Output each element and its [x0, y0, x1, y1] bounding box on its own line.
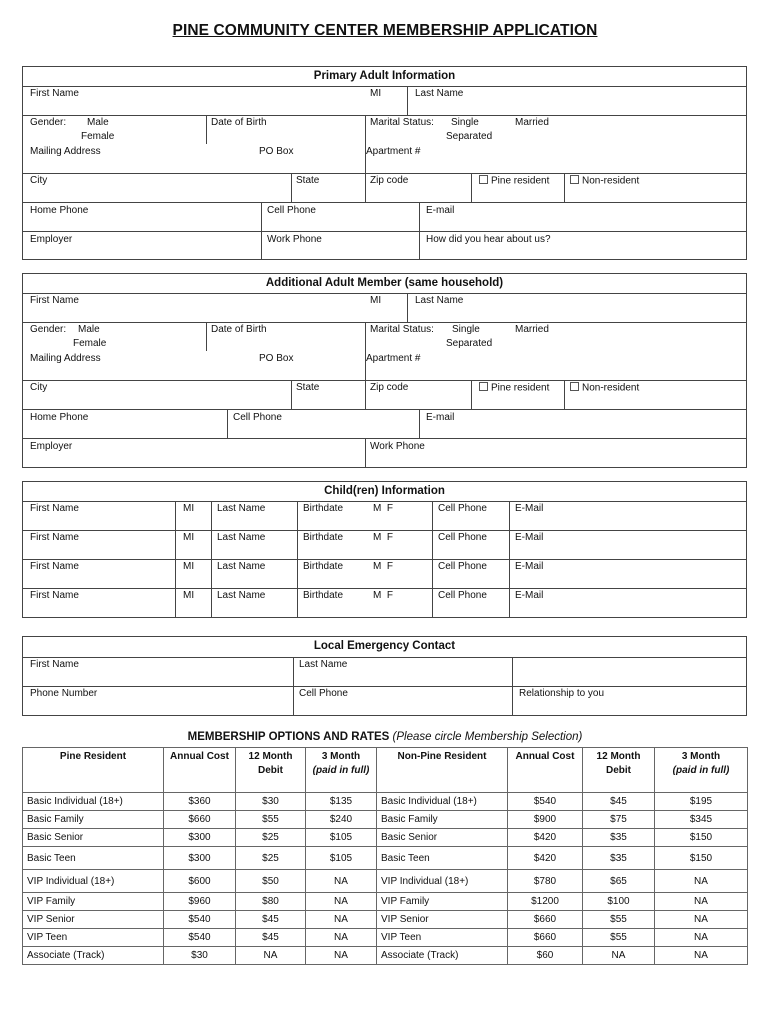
city-field[interactable]: City: [30, 175, 48, 186]
nonpine-plan-cell[interactable]: VIP Family: [377, 893, 508, 911]
child-birthdate-field[interactable]: Birthdate: [303, 503, 344, 514]
child-first-name-field[interactable]: First Name: [30, 532, 79, 543]
pine-3-month-cell[interactable]: NA: [306, 893, 377, 911]
emergency-phone-field[interactable]: Phone Number: [30, 688, 98, 699]
pine-plan-cell[interactable]: Basic Family: [23, 811, 164, 829]
nonpine-plan-cell[interactable]: Basic Family: [377, 811, 508, 829]
marital-married-option[interactable]: Married: [515, 117, 549, 128]
child-cell-phone-field[interactable]: Cell Phone: [438, 532, 487, 543]
nonpine-12-month-cell[interactable]: $100: [583, 893, 655, 911]
rate-row[interactable]: [23, 811, 748, 829]
pine-3-month-cell[interactable]: $135: [306, 793, 377, 811]
gender-label: Gender:: [30, 117, 67, 128]
nonpine-plan-cell[interactable]: Basic Senior: [377, 829, 508, 847]
emergency-last-name-field[interactable]: Last Name: [299, 659, 348, 670]
nonpine-annual-cell[interactable]: $540: [508, 793, 583, 811]
child-email-field[interactable]: E-Mail: [515, 532, 544, 543]
emergency-heading: Local Emergency Contact: [313, 640, 456, 652]
last-name-field[interactable]: Last Name: [415, 88, 464, 99]
child-gender-field[interactable]: M F: [373, 590, 393, 601]
non-resident-checkbox[interactable]: Non-resident: [570, 175, 639, 187]
nonpine-12-month-cell[interactable]: $35: [583, 829, 655, 847]
zip-code-field[interactable]: Zip code: [370, 175, 409, 186]
nonpine-annual-cell[interactable]: $420: [508, 829, 583, 847]
rates-header-row: [23, 748, 748, 793]
child-last-name-field[interactable]: Last Name: [217, 532, 266, 543]
header-pine-resident: Pine Resident: [23, 748, 164, 793]
marital-status-label: Marital Status:: [370, 324, 434, 335]
gender-female-option[interactable]: Female: [81, 131, 115, 142]
pine-12-month-cell[interactable]: $45: [236, 911, 306, 929]
nonpine-plan-cell[interactable]: VIP Teen: [377, 929, 508, 947]
gender-male-option[interactable]: Male: [78, 324, 100, 335]
work-phone-field[interactable]: Work Phone: [370, 441, 425, 452]
pine-annual-cell[interactable]: $660: [164, 811, 236, 829]
child-row: [23, 561, 746, 577]
mi-field[interactable]: MI: [370, 295, 382, 306]
membership-rates-table: [22, 747, 748, 965]
additional-adult-section: [22, 273, 747, 468]
gender-female-option[interactable]: Female: [73, 338, 107, 349]
child-birthdate-field[interactable]: Birthdate: [303, 590, 344, 601]
pine-annual-cell[interactable]: $600: [164, 870, 236, 893]
child-cell-phone-field[interactable]: Cell Phone: [438, 561, 487, 572]
nonpine-annual-cell[interactable]: $1200: [508, 893, 583, 911]
child-row: [23, 503, 746, 519]
child-last-name-field[interactable]: Last Name: [217, 503, 266, 514]
city-field[interactable]: City: [30, 382, 48, 393]
child-cell-phone-field[interactable]: Cell Phone: [438, 590, 487, 601]
pine-plan-cell[interactable]: Basic Individual (18+): [23, 793, 164, 811]
nonpine-3-month-cell[interactable]: NA: [655, 929, 748, 947]
pine-plan-cell[interactable]: Associate (Track): [23, 947, 164, 965]
pine-3-month-cell[interactable]: NA: [306, 911, 377, 929]
additional-heading: Additional Adult Member (same household): [265, 277, 504, 289]
emergency-relationship-field[interactable]: Relationship to you: [519, 688, 605, 699]
checkbox-icon: [570, 175, 579, 184]
employer-field[interactable]: Employer: [30, 441, 73, 452]
page-title: PINE COMMUNITY CENTER MEMBERSHIP APPLICATION: [172, 22, 598, 39]
rate-row[interactable]: [23, 929, 748, 947]
home-phone-field[interactable]: Home Phone: [30, 205, 89, 216]
nonpine-3-month-cell[interactable]: $345: [655, 811, 748, 829]
email-field[interactable]: E-mail: [426, 412, 455, 423]
rate-row[interactable]: [23, 870, 748, 893]
child-mi-field[interactable]: MI: [183, 503, 195, 514]
nonpine-plan-cell[interactable]: Basic Teen: [377, 847, 508, 870]
nonpine-3-month-cell[interactable]: $150: [655, 829, 748, 847]
header-12-month: 12 Month Debit: [236, 748, 306, 793]
gender-male-option[interactable]: Male: [87, 117, 109, 128]
marital-separated-option[interactable]: Separated: [446, 338, 493, 349]
apartment-field[interactable]: Apartment #: [366, 353, 421, 364]
nonpine-12-month-cell[interactable]: $35: [583, 847, 655, 870]
child-email-field[interactable]: E-Mail: [515, 590, 544, 601]
nonpine-3-month-cell[interactable]: $150: [655, 847, 748, 870]
nonpine-plan-cell[interactable]: Associate (Track): [377, 947, 508, 965]
pine-plan-cell[interactable]: VIP Teen: [23, 929, 164, 947]
nonpine-12-month-cell[interactable]: NA: [583, 947, 655, 965]
child-row: [23, 532, 746, 548]
mailing-address-field[interactable]: Mailing Address: [30, 146, 101, 157]
pine-12-month-cell[interactable]: $25: [236, 847, 306, 870]
first-name-field[interactable]: First Name: [30, 88, 79, 99]
nonpine-annual-cell[interactable]: $420: [508, 847, 583, 870]
header-3-month-nonpine: 3 Month (paid in full): [655, 748, 748, 793]
last-name-field[interactable]: Last Name: [415, 295, 464, 306]
apartment-field[interactable]: Apartment #: [366, 146, 421, 157]
pine-plan-cell[interactable]: Basic Teen: [23, 847, 164, 870]
employer-field[interactable]: Employer: [30, 234, 73, 245]
child-first-name-field[interactable]: First Name: [30, 503, 79, 514]
pine-3-month-cell[interactable]: $240: [306, 811, 377, 829]
child-mi-field[interactable]: MI: [183, 590, 195, 601]
marital-single-option[interactable]: Single: [451, 117, 479, 128]
marital-married-option[interactable]: Married: [515, 324, 549, 335]
children-heading: Child(ren) Information: [324, 485, 445, 497]
nonpine-annual-cell[interactable]: $660: [508, 911, 583, 929]
pine-annual-cell[interactable]: $540: [164, 911, 236, 929]
po-box-field[interactable]: PO Box: [259, 353, 294, 364]
header-3-month: 3 Month (paid in full): [306, 748, 377, 793]
rate-row[interactable]: [23, 829, 748, 847]
pine-annual-cell[interactable]: $960: [164, 893, 236, 911]
primary-heading: Primary Adult Information: [313, 70, 456, 82]
pine-12-month-cell[interactable]: NA: [236, 947, 306, 965]
primary-adult-section: [22, 66, 747, 260]
header-12-month-nonpine: 12 Month Debit: [583, 748, 655, 793]
pine-annual-cell[interactable]: $540: [164, 929, 236, 947]
nonpine-12-month-cell[interactable]: $65: [583, 870, 655, 893]
checkbox-icon: [479, 382, 488, 391]
rate-row[interactable]: [23, 793, 748, 811]
pine-3-month-cell[interactable]: $105: [306, 847, 377, 870]
emergency-first-name-field[interactable]: First Name: [30, 659, 79, 670]
marital-separated-option[interactable]: Separated: [446, 131, 493, 142]
nonpine-12-month-cell[interactable]: $75: [583, 811, 655, 829]
nonpine-plan-cell[interactable]: Basic Individual (18+): [377, 793, 508, 811]
checkbox-icon: [570, 382, 579, 391]
pine-annual-cell[interactable]: $300: [164, 829, 236, 847]
emergency-contact-section: [22, 636, 747, 716]
header-annual-cost-nonpine: Annual Cost: [508, 748, 583, 793]
cell-phone-field[interactable]: Cell Phone: [267, 205, 316, 216]
how-did-you-hear-field[interactable]: How did you hear about us?: [426, 234, 551, 245]
nonpine-annual-cell[interactable]: $900: [508, 811, 583, 829]
pine-12-month-cell[interactable]: $50: [236, 870, 306, 893]
pine-3-month-cell[interactable]: NA: [306, 929, 377, 947]
state-field[interactable]: State: [296, 382, 320, 393]
child-row: [23, 590, 746, 606]
mailing-address-field[interactable]: Mailing Address: [30, 353, 101, 364]
nonpine-annual-cell[interactable]: $660: [508, 929, 583, 947]
child-last-name-field[interactable]: Last Name: [217, 590, 266, 601]
pine-annual-cell[interactable]: $30: [164, 947, 236, 965]
pine-plan-cell[interactable]: VIP Senior: [23, 911, 164, 929]
pine-plan-cell[interactable]: VIP Individual (18+): [23, 870, 164, 893]
marital-status-label: Marital Status:: [370, 117, 434, 128]
nonpine-annual-cell[interactable]: $60: [508, 947, 583, 965]
checkbox-icon: [479, 175, 488, 184]
email-field[interactable]: E-mail: [426, 205, 455, 216]
child-first-name-field[interactable]: First Name: [30, 561, 79, 572]
cell-phone-field[interactable]: Cell Phone: [233, 412, 282, 423]
membership-options-heading: MEMBERSHIP OPTIONS AND RATES (Please circle Membership Selection): [187, 731, 583, 743]
nonpine-3-month-cell[interactable]: NA: [655, 911, 748, 929]
pine-12-month-cell[interactable]: $30: [236, 793, 306, 811]
child-last-name-field[interactable]: Last Name: [217, 561, 266, 572]
non-resident-checkbox[interactable]: Non-resident: [570, 382, 639, 394]
child-gender-field[interactable]: M F: [373, 561, 393, 572]
header-annual-cost: Annual Cost: [164, 748, 236, 793]
date-of-birth-field[interactable]: Date of Birth: [211, 324, 267, 335]
child-gender-field[interactable]: M F: [373, 532, 393, 543]
home-phone-field[interactable]: Home Phone: [30, 412, 89, 423]
nonpine-12-month-cell[interactable]: $55: [583, 911, 655, 929]
pine-resident-checkbox[interactable]: Pine resident: [479, 382, 549, 394]
date-of-birth-field[interactable]: Date of Birth: [211, 117, 267, 128]
pine-annual-cell[interactable]: $300: [164, 847, 236, 870]
pine-resident-checkbox[interactable]: Pine resident: [479, 175, 549, 187]
nonpine-12-month-cell[interactable]: $55: [583, 929, 655, 947]
rate-row[interactable]: [23, 847, 748, 870]
po-box-field[interactable]: PO Box: [259, 146, 294, 157]
pine-3-month-cell[interactable]: NA: [306, 947, 377, 965]
pine-plan-cell[interactable]: Basic Senior: [23, 829, 164, 847]
child-birthdate-field[interactable]: Birthdate: [303, 532, 344, 543]
child-cell-phone-field[interactable]: Cell Phone: [438, 503, 487, 514]
pine-3-month-cell[interactable]: NA: [306, 870, 377, 893]
nonpine-3-month-cell[interactable]: NA: [655, 893, 748, 911]
nonpine-annual-cell[interactable]: $780: [508, 870, 583, 893]
membership-options-note: (Please circle Membership Selection): [392, 731, 583, 743]
child-mi-field[interactable]: MI: [183, 561, 195, 572]
children-section: [22, 481, 747, 618]
nonpine-3-month-cell[interactable]: NA: [655, 870, 748, 893]
emergency-cell-phone-field[interactable]: Cell Phone: [299, 688, 348, 699]
child-birthdate-field[interactable]: Birthdate: [303, 561, 344, 572]
nonpine-12-month-cell[interactable]: $45: [583, 793, 655, 811]
pine-3-month-cell[interactable]: $105: [306, 829, 377, 847]
gender-label: Gender:: [30, 324, 67, 335]
child-mi-field[interactable]: MI: [183, 532, 195, 543]
pine-annual-cell[interactable]: $360: [164, 793, 236, 811]
first-name-field[interactable]: First Name: [30, 295, 79, 306]
nonpine-plan-cell[interactable]: VIP Senior: [377, 911, 508, 929]
pine-12-month-cell[interactable]: $25: [236, 829, 306, 847]
state-field[interactable]: State: [296, 175, 320, 186]
nonpine-plan-cell[interactable]: VIP Individual (18+): [377, 870, 508, 893]
pine-12-month-cell[interactable]: $45: [236, 929, 306, 947]
nonpine-3-month-cell[interactable]: $195: [655, 793, 748, 811]
pine-plan-cell[interactable]: VIP Family: [23, 893, 164, 911]
child-first-name-field[interactable]: First Name: [30, 590, 79, 601]
marital-single-option[interactable]: Single: [452, 324, 480, 335]
header-non-pine-resident: Non-Pine Resident: [377, 748, 508, 793]
work-phone-field[interactable]: Work Phone: [267, 234, 322, 245]
pine-12-month-cell[interactable]: $80: [236, 893, 306, 911]
rate-row[interactable]: [23, 911, 748, 929]
mi-field[interactable]: MI: [370, 88, 382, 99]
rate-row[interactable]: [23, 893, 748, 911]
nonpine-3-month-cell[interactable]: NA: [655, 947, 748, 965]
zip-code-field[interactable]: Zip code: [370, 382, 409, 393]
child-gender-field[interactable]: M F: [373, 503, 393, 514]
rate-row[interactable]: [23, 947, 748, 965]
pine-12-month-cell[interactable]: $55: [236, 811, 306, 829]
child-email-field[interactable]: E-Mail: [515, 503, 544, 514]
child-email-field[interactable]: E-Mail: [515, 561, 544, 572]
